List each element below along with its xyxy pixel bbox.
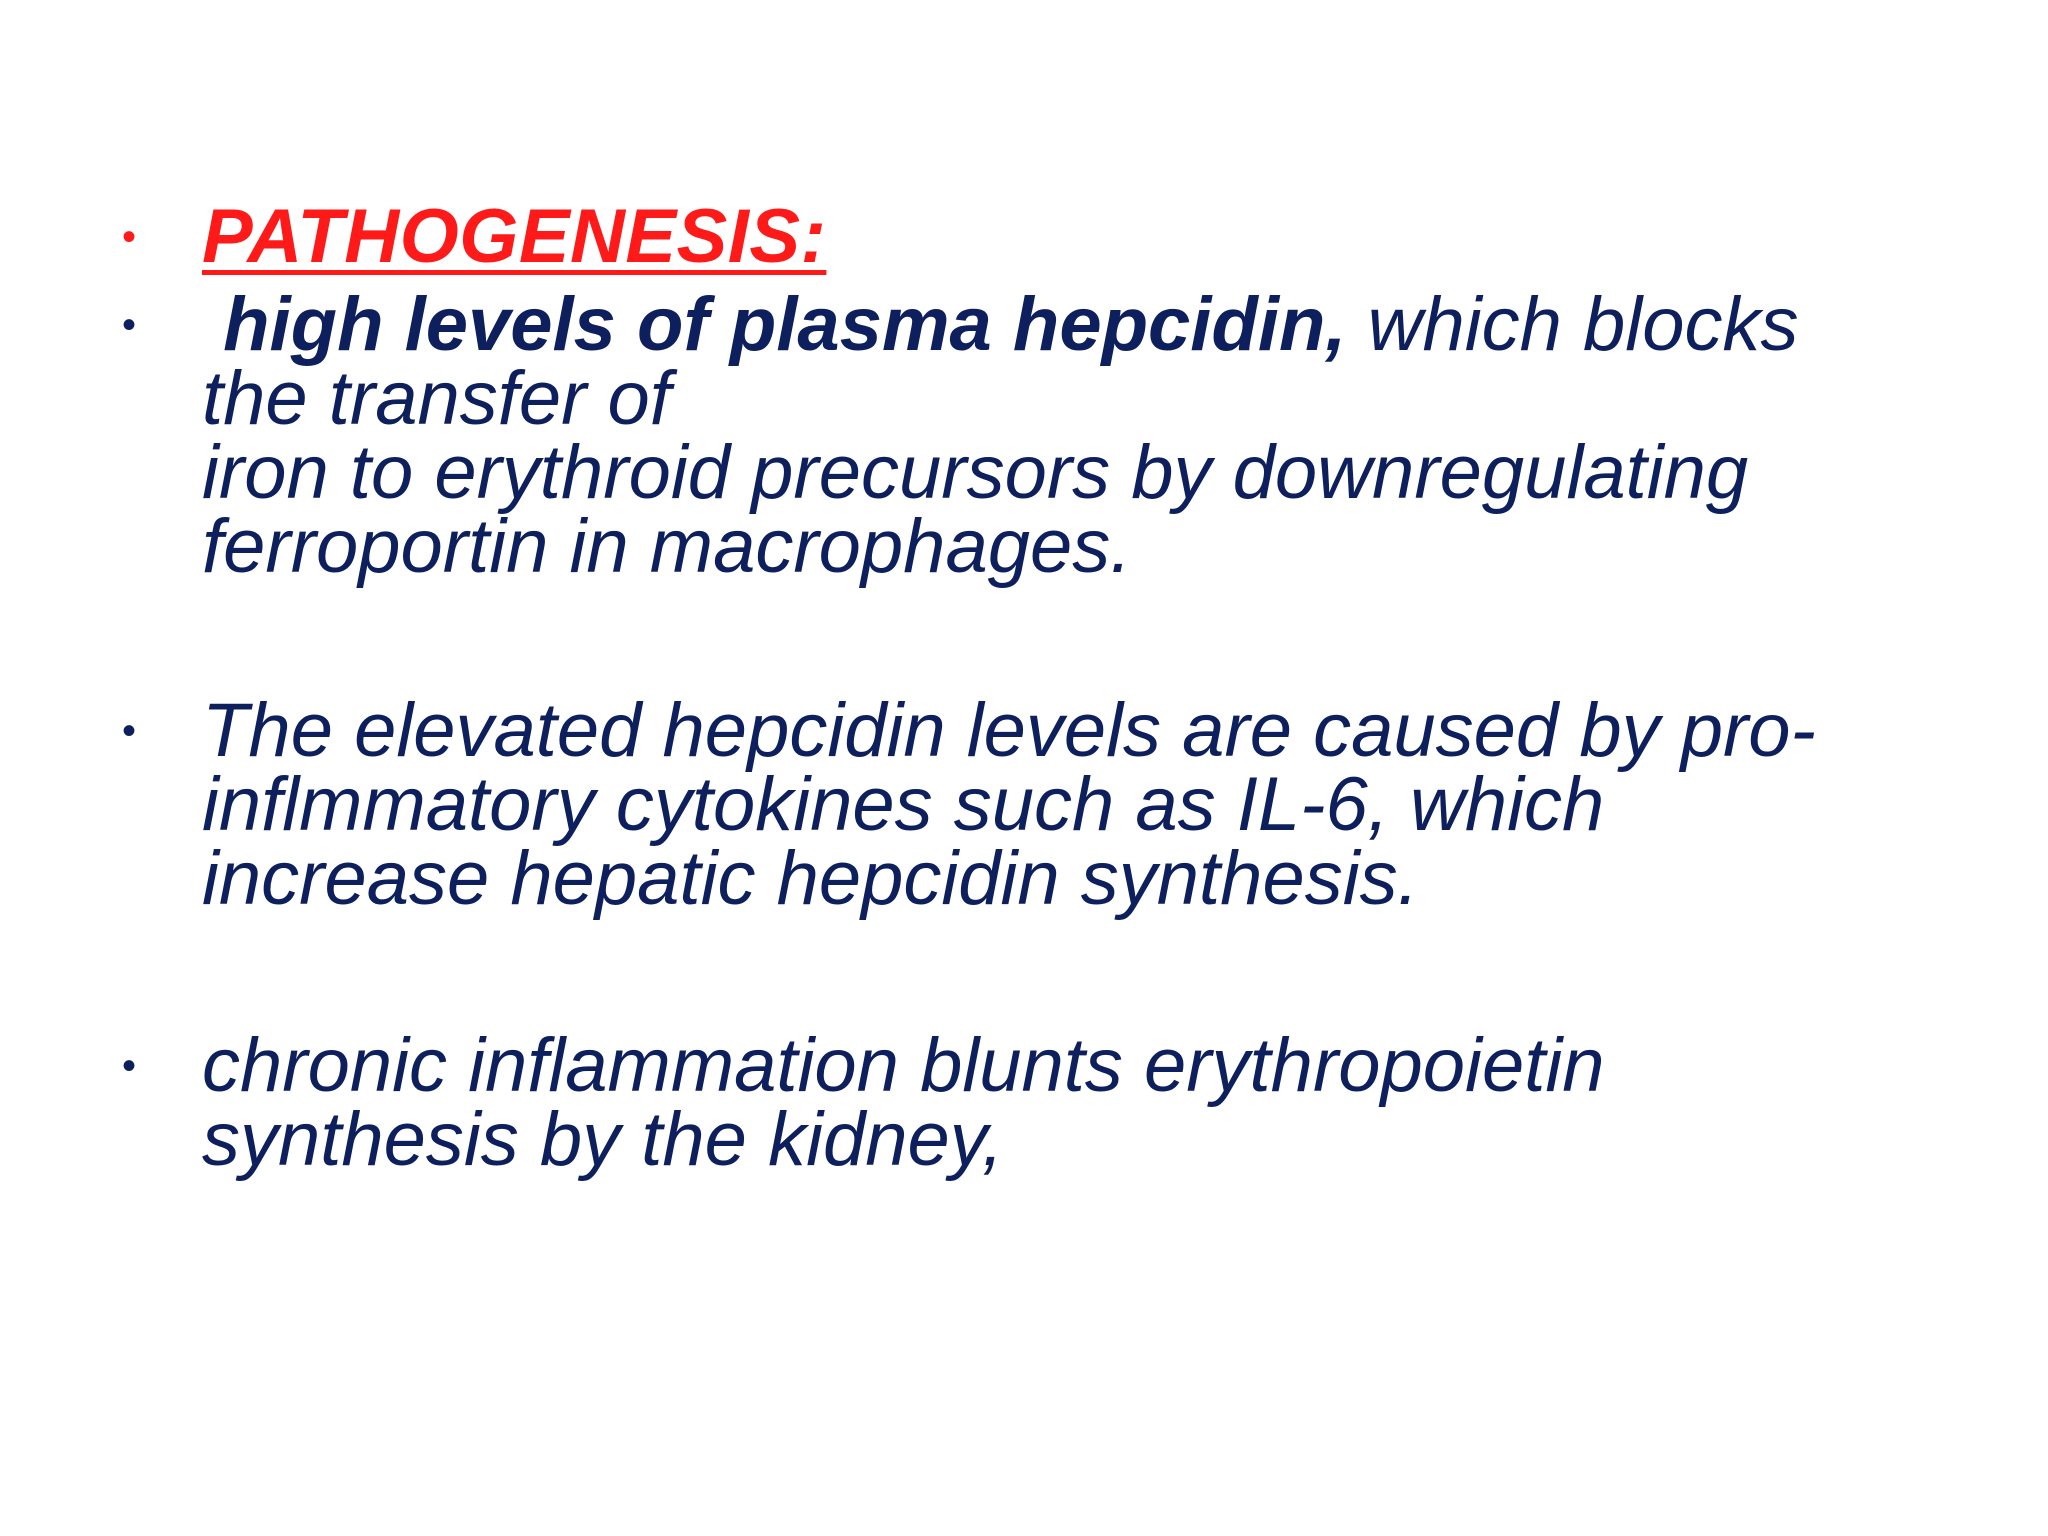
bullet-icon: • — [122, 303, 137, 347]
bullet-point-1-line-4: ferroportin in macrophages. — [202, 504, 1132, 589]
bullet-point-2-line-1: The elevated hepcidin levels are caused by pro- — [202, 688, 1816, 773]
bullet-point-1-line-2: the transfer of — [202, 356, 671, 441]
bullet-point-2-line-2: inflmmatory cytokines such as IL-6, which — [202, 762, 1605, 847]
slide-heading: PATHOGENESIS: — [202, 194, 827, 279]
bullet-point-3-line-1: chronic inflammation blunts erythropoietin — [202, 1023, 1605, 1108]
bullet-point-2-line-3: increase hepatic hepcidin synthesis. — [202, 836, 1419, 921]
line-1-rest: which blocks — [1346, 282, 1799, 367]
bullet-point-3-line-2: synthesis by the kidney, — [202, 1097, 1004, 1182]
bullet-icon: • — [122, 709, 137, 753]
bullet-icon: • — [122, 215, 137, 259]
bullet-point-1-line-1 — [202, 282, 1902, 367]
bullet-icon: • — [122, 1044, 137, 1088]
bullet-point-1-line-3: iron to erythroid precursors by downregulating — [202, 430, 1749, 515]
bullet-point-3-text — [202, 1023, 1902, 1182]
bullet-point-2-text — [202, 688, 1902, 921]
bold-lead: high levels of plasma hepcidin, — [223, 282, 1347, 367]
bullet-point-1-text — [202, 282, 1902, 589]
